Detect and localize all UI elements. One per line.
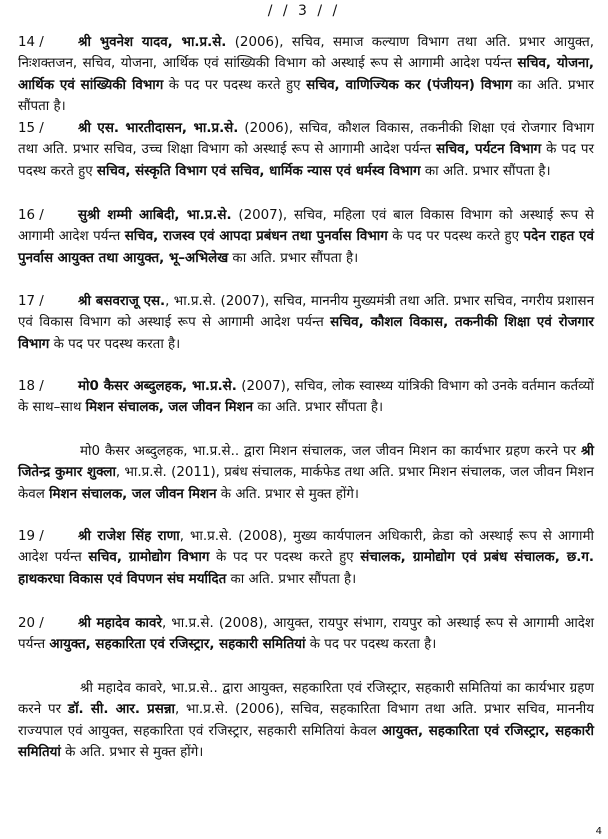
paragraph-number: 16 / (18, 208, 44, 223)
body-text: के पद पर पदस्थ करते हुए (209, 550, 361, 566)
bold-text: मो0 कैसर अब्दुलहक, भा.प्र.से. (78, 379, 237, 394)
body-text: के अति. प्रभार से मुक्त होंगे। (60, 745, 204, 761)
para-16 (18, 205, 594, 269)
para-18 (18, 376, 594, 419)
bold-text: सचिव, राजस्व एवं आपदा प्रबंधन तथा पुनर्वास विभाग (124, 229, 388, 245)
bold-text: श्री भुवनेश यादव, भा.प्र.से. (78, 35, 227, 50)
bold-text: सचिव, संस्कृति विभाग एवं सचिव, धार्मिक न्यास एवं धर्मस्व विभाग (96, 163, 421, 179)
page-number: / / 3 / / (267, 3, 341, 19)
body-text: (2007), सचिव, लोक स्वास्थ्य यांत्रिकी विभाग को उनके वर्तमान कर्तव्यों के साथ–साथ (18, 379, 594, 416)
corner-mark: 4 (595, 826, 602, 837)
body-text: (2007), सचिव, महिला एवं बाल विकास विभाग को अस्थाई रूप से आगामी आदेश पर्यन्त (18, 208, 594, 245)
body-text: , भा.प्र.से. (2008), आयुक्त, रायपुर संभाग, रायपुर को अस्थाई रूप से आगामी आदेश पर्यन्त (18, 616, 594, 653)
paragraph-number: 14 / (18, 35, 44, 50)
para-17 (18, 291, 594, 355)
body-text: , भा.प्र.से. (2011), प्रबंध संचालक, मार्कफेड तथा अति. प्रभार मिशन संचालक, जल जीवन मिशन केवल (18, 465, 594, 502)
body-text: श्री महादेव कावरे, भा.प्र.से.. द्वारा आयुक्त, सहकारिता एवं रजिस्ट्रार, सहकारी समितियां का कार्यभार ग्रहण करने पर (18, 681, 594, 718)
bold-text: श्री महादेव कावरे (78, 616, 162, 631)
body-text: के अति. प्रभार से मुक्त होंगे। (216, 486, 359, 502)
bold-text: सचिव, ग्रामोद्योग विभाग (88, 550, 210, 566)
bold-text: पदेन राहत एवं पुनर्वास आयुक्त तथा आयुक्त, भू–अभिलेख (18, 229, 594, 266)
bold-text: श्री जितेन्द्र कुमार शुक्ला (18, 444, 594, 481)
body-text: का अति. प्रभार सौंपता है। (253, 400, 384, 416)
para-15 (18, 118, 594, 182)
body-text: , भा.प्र.से. (2006), सचिव, सहकारिता विभाग तथा अति. प्रभार सचिव, माननीय राज्यपाल एवं आयुक्त, सहकारिता एवं रजिस्ट्रार, सहकारी समितियां केवल (18, 702, 594, 739)
paragraph-number: 17 / (18, 294, 44, 309)
bold-text: मिशन संचालक, जल जीवन मिशन (85, 400, 254, 416)
paragraph-number: 20 / (18, 616, 44, 631)
body-text: के पद पर पदस्थ करते हुए (163, 77, 307, 93)
bold-text: संचालक, ग्रामोद्योग एवं प्रबंध संचालक, छ.ग. हाथकरघा विकास एवं विपणन संघ मर्यादित (18, 550, 594, 587)
body-text: का अति. प्रभार सौंपता है। (420, 163, 551, 179)
para-18-relief (18, 441, 594, 505)
paragraph-number: 18 / (18, 379, 44, 394)
body-text: (2006), सचिव, समाज कल्याण विभाग तथा अति. प्रभार आयुक्त, निःशक्तजन, सचिव, योजना, आर्थिक एवं सांख्यिकी विभाग को अस्थाई रूप से आगामी आदेश पर्यन्त (18, 35, 594, 72)
body-text: का अति. प्रभार सौंपता है। (18, 77, 594, 115)
bold-text: डॉ. सी. आर. प्रसन्ना (67, 702, 175, 718)
bold-text: सचिव, योजना, आर्थिक एवं सांख्यिकी विभाग (18, 56, 594, 93)
para-20-relief (18, 678, 594, 764)
body-text: मो0 कैसर अब्दुलहक, भा.प्र.से.. द्वारा मिशन संचालक, जल जीवन मिशन का कार्यभार ग्रहण करने पर (80, 444, 582, 459)
bold-text: आयुक्त, सहकारिता एवं रजिस्ट्रार, सहकारी समितियां (49, 637, 306, 653)
body-text: के पद पर पदस्थ करता है। (49, 336, 181, 352)
bold-text: मिशन संचालक, जल जीवन मिशन (49, 486, 217, 502)
paragraph-number: 15 / (18, 121, 44, 136)
bold-text: श्री एस. भारतीदासन, भा.प्र.से. (78, 121, 239, 136)
bold-text: सचिव, कौशल विकास, तकनीकी शिक्षा एवं रोजगार विभाग (18, 315, 594, 352)
bold-text: सचिव, पर्यटन विभाग (436, 142, 542, 158)
para-14 (18, 32, 594, 118)
body-text: के पद पर पदस्थ करता है। (305, 637, 437, 653)
para-19 (18, 526, 594, 590)
para-20 (18, 613, 594, 656)
body-text: , भा.प्र.से. (2008), मुख्य कार्यपालन अधिकारी, क्रेडा को अस्थाई रूप से आगामी आदेश पर्यन्त (18, 529, 594, 566)
bold-text: सुश्री शम्मी आबिदी, भा.प्र.से. (78, 208, 232, 223)
body-text: के पद पर पदस्थ करते हुए (18, 142, 594, 179)
body-text: के पद पर पदस्थ करते हुए (387, 229, 524, 245)
bold-text: आयुक्त, सहकारिता एवं रजिस्ट्रार, सहकारी समितियां (18, 723, 594, 761)
body-text: (2006), सचिव, कौशल विकास, तकनीकी शिक्षा एवं रोजगार विभाग तथा अति. प्रभार सचिव, उच्च शिक्षा विभाग को अस्थाई रूप से आगामी आदेश पर्यन्त (18, 121, 594, 158)
body-text: का अति. प्रभार सौंपता है। (226, 571, 357, 587)
paragraph-number: 19 / (18, 529, 44, 544)
bold-text: श्री बसवराजू एस. (78, 294, 166, 309)
body-text: , भा.प्र.से. (2007), सचिव, माननीय मुख्यमंत्री तथा अति. प्रभार सचिव, नगरीय प्रशासन एवं विकास विभाग को अस्थाई रूप से आगामी आदेश पर्यन्त (18, 294, 595, 331)
bold-text: श्री राजेश सिंह राणा (78, 529, 180, 544)
body-text: का अति. प्रभार सौंपता है। (228, 250, 359, 266)
bold-text: सचिव, वाणिज्यिक कर (पंजीयन) विभाग (306, 77, 513, 93)
